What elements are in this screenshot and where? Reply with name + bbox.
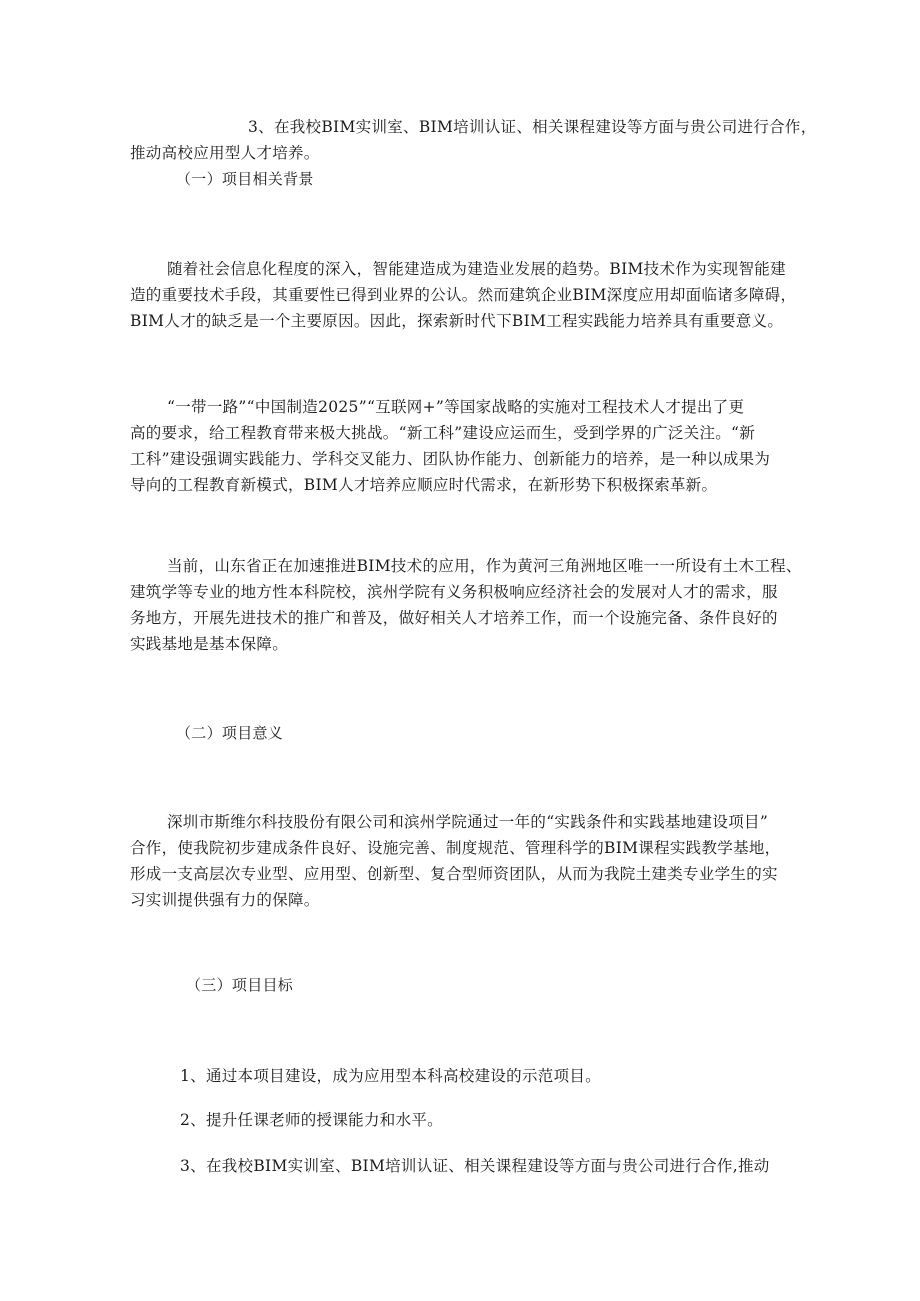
intro-line-1: 3、在我校BIM实训室、BIM培训认证、相关课程建设等方面与贵公司进行合作，: [248, 118, 817, 136]
paragraph-line: 工科”建设强调实践能力、学科交叉能力、团队协作能力、创新能力的培养，是一种以成果为: [130, 450, 771, 468]
paragraph-background-3: [130, 553, 802, 657]
intro-line-2: 推动高校应用型人才培养。: [130, 144, 320, 162]
section-heading-significance: [176, 720, 283, 746]
goal-item-text: 3、在我校BIM实训室、BIM培训认证、相关课程建设等方面与贵公司进行合作,推动: [180, 1157, 770, 1175]
paragraph-background-1: [130, 256, 796, 334]
goal-item-3: [180, 1153, 770, 1179]
paragraph-line: 建筑学等专业的地方性本科院校，滨州学院有义务积极响应经济社会的发展对人才的需求，服: [130, 583, 778, 601]
section-heading-text: （二）项目意义: [176, 724, 284, 742]
section-heading-text: （一）项目相关背景: [176, 170, 314, 188]
paragraph-line: 导向的工程教育新模式，BIM人才培养应顺应时代需求，在新形势下积极探索革新。: [130, 476, 718, 494]
paragraph-line: 当前，山东省正在加速推进BIM技术的应用，作为黄河三角洲地区唯一一所设有土木工程、: [167, 557, 802, 575]
paragraph-line: 高的要求，给工程教育带来极大挑战。“新工科”建设应运而生，受到学界的广泛关注。“新: [130, 424, 756, 442]
section-heading-goals: [186, 972, 293, 998]
paragraph-significance: [130, 809, 781, 913]
goal-item-2: [180, 1107, 443, 1133]
paragraph-line: BIM人才的缺乏是一个主要原因。因此，探索新时代下BIM工程实践能力培养具有重要意义。: [130, 312, 784, 330]
paragraph-line: “一带一路”“中国制造2025”“互联网+”等国家战略的实施对工程技术人才提出了更: [167, 398, 745, 416]
paragraph-line: 合作，使我院初步建成条件良好、设施完善、制度规范、管理科学的BIM课程实践教学基地，: [130, 839, 781, 857]
paragraph-line: 深圳市斯维尔科技股份有限公司和滨州学院通过一年的“实践条件和实践基地建设项目”: [167, 813, 769, 831]
goal-item-text: 1、通过本项目建设，成为应用型本科高校建设的示范项目。: [180, 1067, 601, 1085]
section-heading-background: [176, 166, 314, 192]
section-heading-text: （三）项目目标: [186, 976, 294, 994]
paragraph-background-2: [130, 394, 770, 498]
paragraph-line: 务地方，开展先进技术的推广和普及，做好相关人才培养工作，而一个设施完备、条件良好的: [130, 609, 778, 627]
paragraph-line: 造的重要技术手段，其重要性已得到业界的公认。然而建筑企业BIM深度应用却面临诸多障碍，: [130, 286, 797, 304]
paragraph-line: 习实训提供强有力的保障。: [130, 891, 320, 909]
goal-item-text: 2、提升任课老师的授课能力和水平。: [180, 1111, 443, 1129]
goal-item-1: [180, 1063, 601, 1089]
intro-item: [130, 114, 817, 166]
paragraph-line: 随着社会信息化程度的深入，智能建造成为建造业发展的趋势。BIM技术作为实现智能建: [167, 260, 786, 278]
paragraph-line: 形成一支高层次专业型、应用型、创新型、复合型师资团队，从而为我院土建类专业学生的实: [130, 865, 778, 883]
paragraph-line: 实践基地是基本保障。: [130, 635, 289, 653]
